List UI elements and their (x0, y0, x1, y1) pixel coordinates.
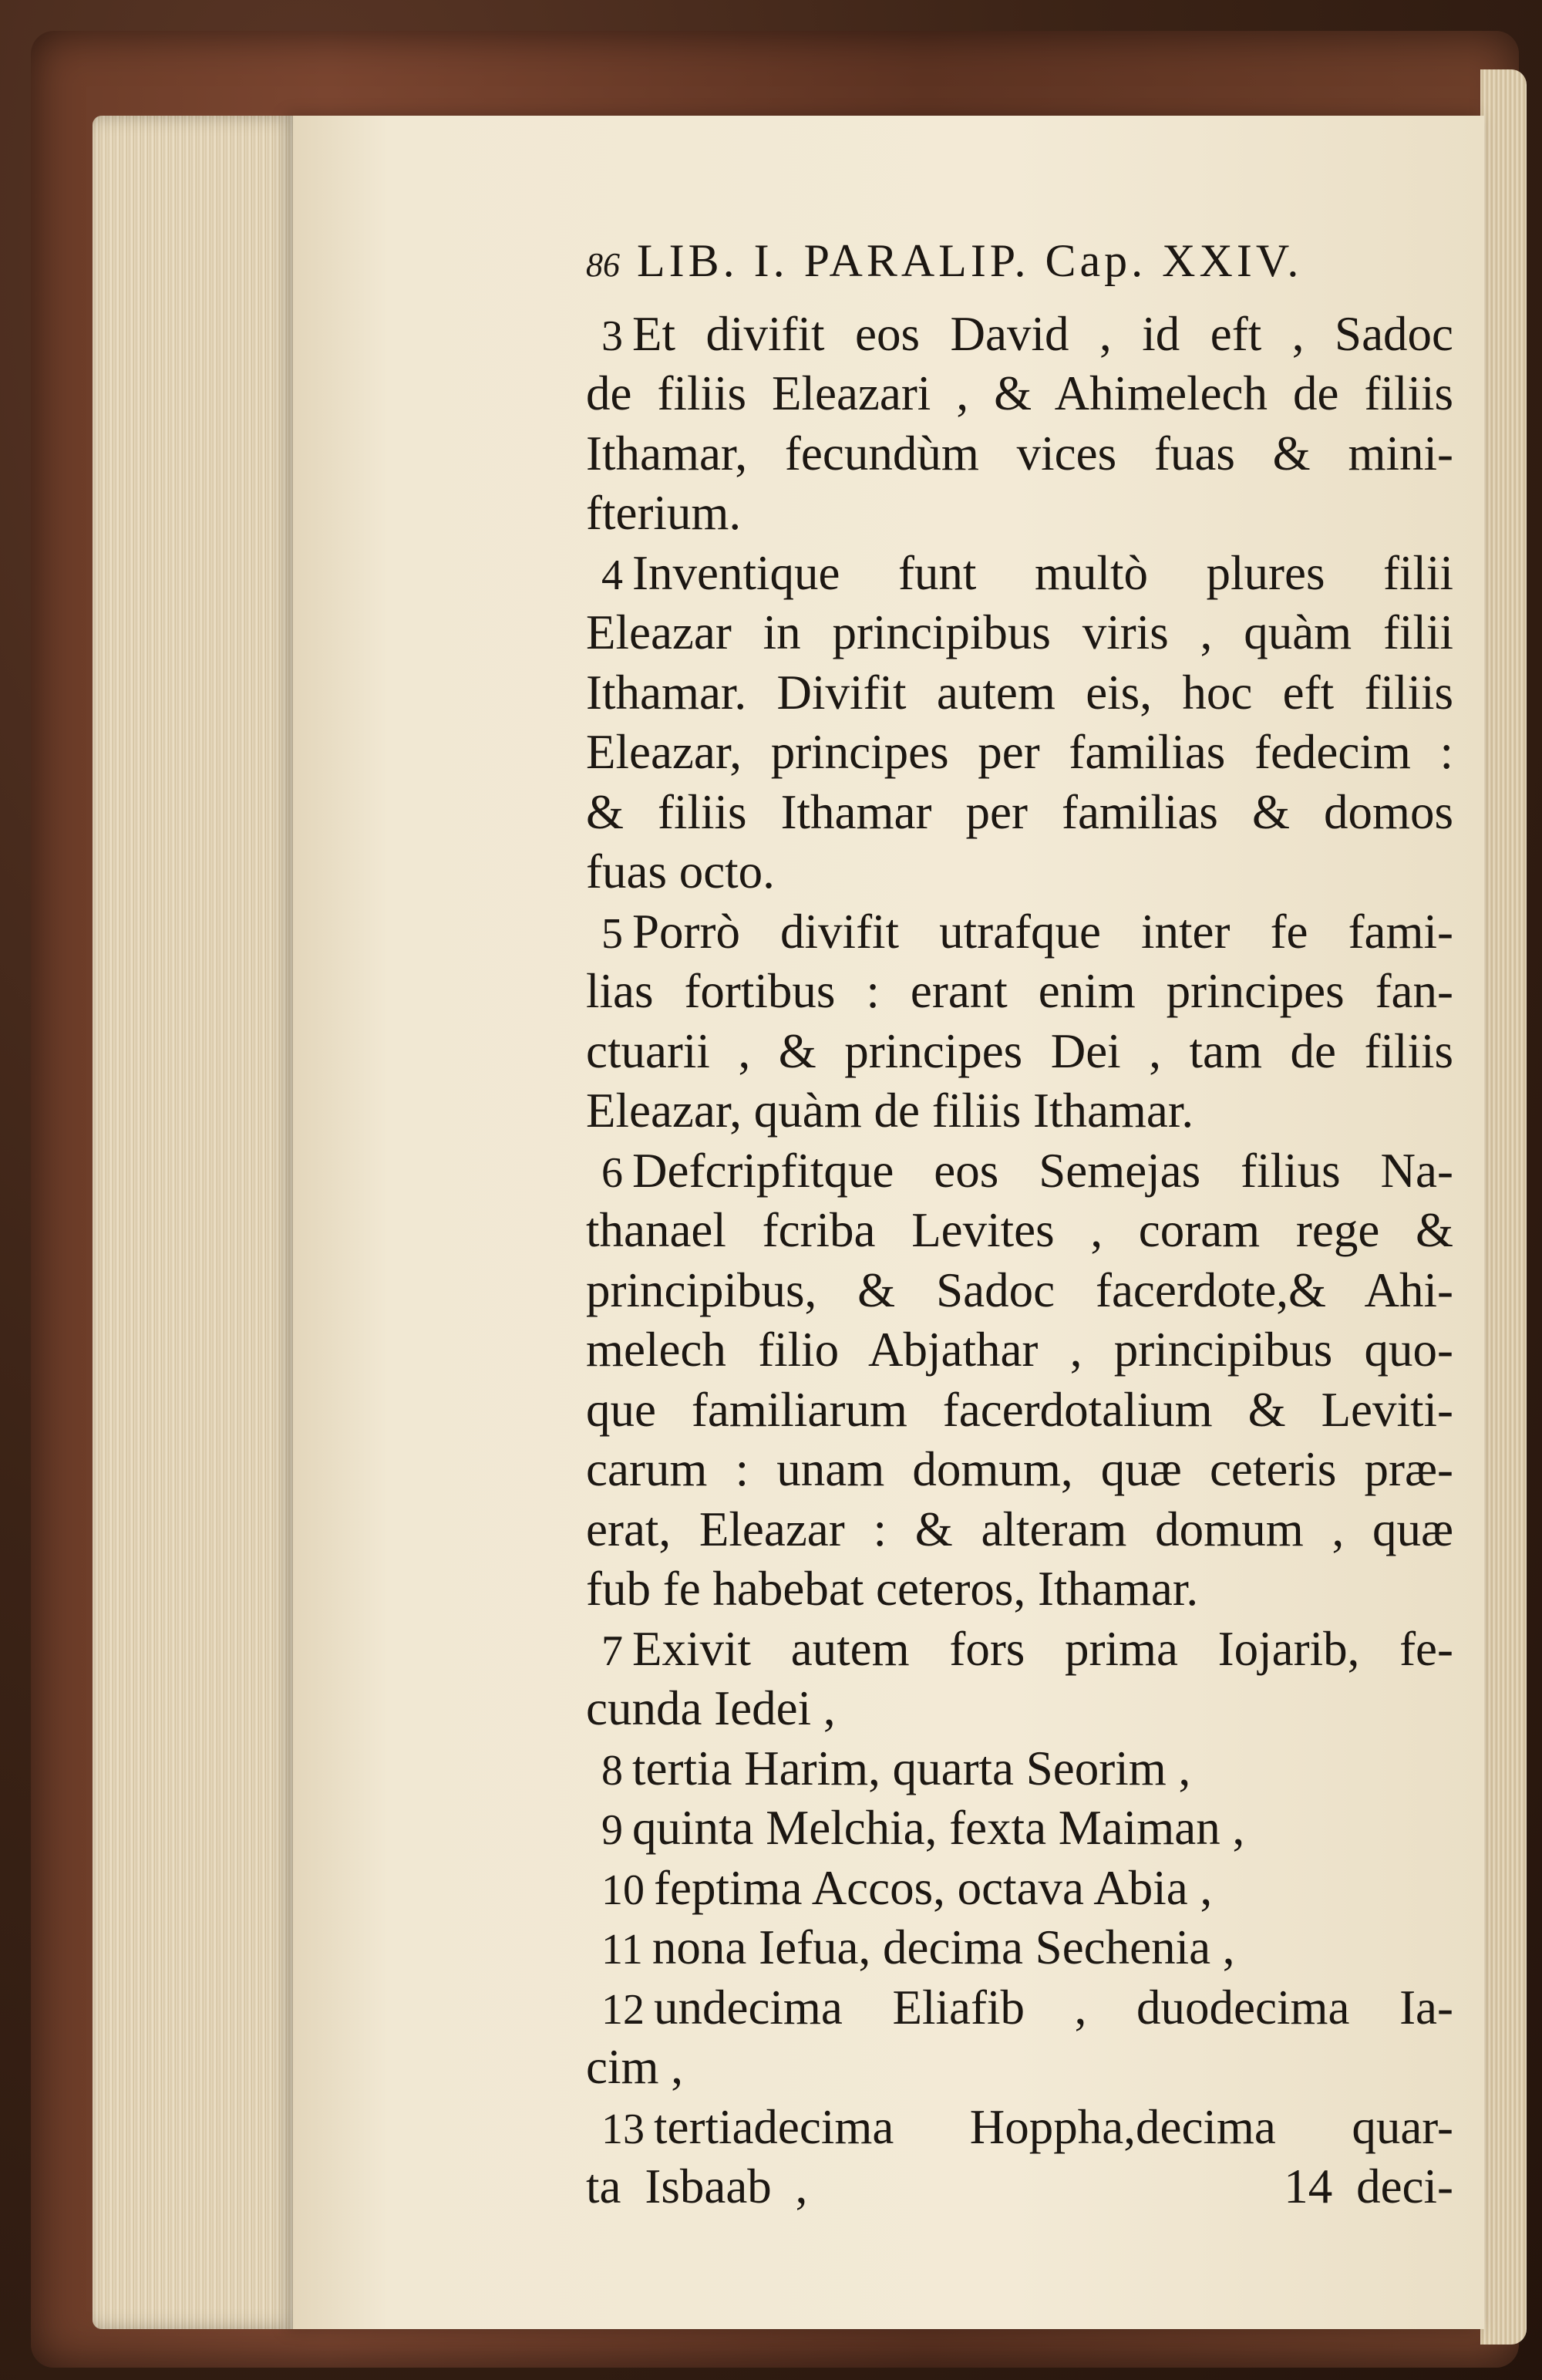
text-line (586, 2157, 1453, 2217)
verse-lines (586, 305, 1453, 2217)
verse-number: 4 (601, 551, 623, 599)
verse-text: de filiis Eleazari , & Ahimelech de filiis (586, 366, 1453, 420)
verse-text: fterium. (586, 486, 742, 540)
verse-text: Ithamar, fecundùm vices fuas & mini- (586, 426, 1453, 480)
text-line (586, 1261, 1453, 1321)
text-line (586, 1141, 1453, 1202)
page-number: 86 (586, 246, 620, 284)
text-line (586, 364, 1453, 424)
text-line (586, 783, 1453, 843)
verse-text: feptima Accos, octava Abia , (654, 1860, 1213, 1915)
text-line (586, 1798, 1453, 1859)
verse-text: & filiis Ithamar per familias & domos (586, 784, 1453, 839)
right-page-edges (1480, 69, 1527, 2345)
verse-text: lias fortibus : erant enim principes fan- (586, 964, 1453, 1018)
verse-text: fub fe habebat ceteros, Ithamar. (586, 1562, 1199, 1616)
verse-number: 12 (601, 1985, 645, 2034)
verse-number: 3 (601, 312, 623, 360)
text-line (586, 1201, 1453, 1261)
text-line (586, 1679, 1453, 1739)
text-line (586, 2098, 1453, 2158)
verse-text: que familiarum facerdotalium & Leviti- (586, 1382, 1453, 1437)
text-line (586, 603, 1453, 663)
verse-number: 7 (601, 1627, 623, 1675)
verse-text: nona Iefua, decima Sechenia , (651, 1920, 1235, 1974)
verse-text: quinta Melchia, fexta Maiman , (632, 1801, 1245, 1855)
running-header (586, 231, 1453, 295)
verse-number: 5 (601, 909, 623, 958)
text-line (586, 902, 1453, 962)
verse-text: carum : unam domum, quæ ceteris præ- (586, 1442, 1453, 1496)
verse-number: 9 (601, 1806, 623, 1854)
verse-text: ta Isbaab , 14 deci- (586, 2159, 1453, 2213)
text-line (586, 1918, 1453, 1978)
text-line (586, 424, 1453, 484)
text-line (586, 1022, 1453, 1082)
verse-text: Inventique funt multò plures filii (632, 545, 1453, 600)
verse-text: fuas octo. (586, 844, 775, 898)
verse-number: 8 (601, 1746, 623, 1795)
verse-text: erat, Eleazar : & alteram domum , quæ (586, 1502, 1453, 1556)
verse-text: cim , (586, 2040, 683, 2094)
text-line (586, 544, 1453, 604)
page-text-block (586, 231, 1453, 2217)
verse-text: principibus, & Sadoc facerdote,& Ahi- (586, 1262, 1453, 1317)
text-line (586, 723, 1453, 783)
text-line (586, 962, 1453, 1022)
verse-text: Defcripfitque eos Semejas filius Na- (632, 1143, 1453, 1198)
text-line (586, 1559, 1453, 1620)
verse-text: Et divifit eos David , id eft , Sadoc (632, 306, 1453, 361)
left-page-edges (93, 116, 324, 2329)
verse-text: Eleazar in principibus viris , quàm filii (586, 605, 1453, 659)
verse-number: 13 (601, 2105, 645, 2153)
verse-text: tertiadecima Hoppha,decima quar- (654, 2099, 1453, 2154)
verse-text: Porrò divifit utrafque inter fe fami- (632, 904, 1453, 959)
running-title: LIB. I. PARALIP. Cap. XXIV. (637, 235, 1303, 286)
verse-number: 6 (601, 1148, 623, 1197)
text-line (586, 663, 1453, 723)
verse-text: melech filio Abjathar , principibus quo- (586, 1323, 1453, 1377)
verse-text: Exivit autem fors prima Iojarib, fe- (632, 1621, 1453, 1676)
text-line (586, 1859, 1453, 1919)
text-line (586, 2038, 1453, 2098)
verse-text: Eleazar, quàm de filiis Ithamar. (586, 1084, 1194, 1138)
verse-text: Eleazar, principes per familias fedecim : (586, 725, 1453, 779)
text-line (586, 1440, 1453, 1500)
text-line (586, 1500, 1453, 1560)
verse-text: undecima Eliafib , duodecima Ia- (654, 1980, 1453, 2034)
text-line (586, 1320, 1453, 1380)
verse-number: 10 (601, 1866, 645, 1914)
verse-text: ctuarii , & principes Dei , tam de filiis (586, 1023, 1453, 1078)
text-line (586, 1081, 1453, 1141)
verse-text: cunda Iedei , (586, 1681, 836, 1735)
verse-text: thanael fcriba Levites , coram rege & (586, 1203, 1453, 1257)
verse-text: Ithamar. Divifit autem eis, hoc eft filiis (586, 665, 1453, 720)
text-line (586, 842, 1453, 902)
text-line (586, 1978, 1453, 2038)
text-line (586, 1620, 1453, 1680)
verse-text: tertia Harim, quarta Seorim , (632, 1741, 1191, 1795)
text-line (586, 305, 1453, 365)
text-line (586, 1739, 1453, 1799)
verse-number: 11 (601, 1926, 643, 1974)
text-line (586, 484, 1453, 544)
text-line (586, 1380, 1453, 1441)
